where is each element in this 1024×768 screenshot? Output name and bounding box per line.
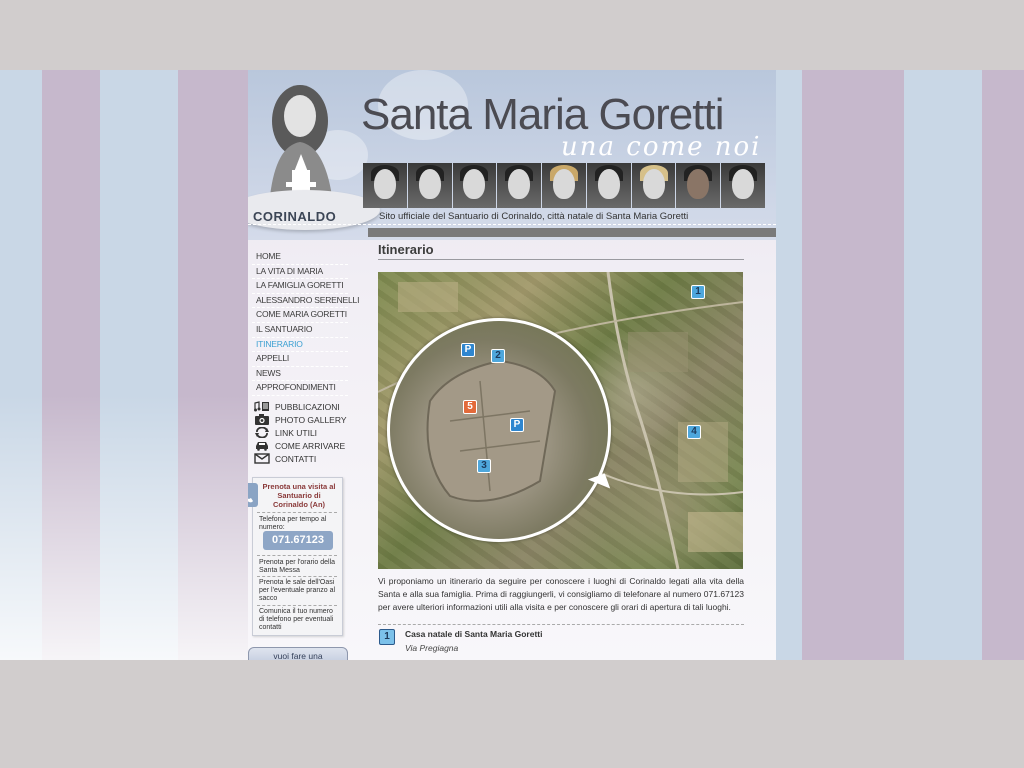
- prenota-text-oasi: Prenota le sale dell'Oasi per l'eventuale pranzo al sacco: [259, 579, 336, 602]
- itinerary-item-address: Via Pregiagna: [405, 643, 459, 653]
- nav-item-la-vita-di-maria[interactable]: LA VITA DI MARIA: [252, 265, 348, 280]
- prenota-divider: [257, 576, 337, 577]
- map-marker-3[interactable]: 3: [477, 459, 491, 473]
- map-marker-5[interactable]: 5: [463, 400, 477, 414]
- itinerary-item-number: 1: [379, 629, 395, 645]
- site-title: Santa Maria Goretti: [361, 90, 724, 139]
- util-label: CONTATTI: [275, 453, 317, 464]
- nav-item-news[interactable]: NEWS: [252, 367, 348, 382]
- car-icon: [254, 440, 270, 451]
- site-header: [248, 70, 776, 240]
- nav-item-alessandro-serenelli[interactable]: ALESSANDRO SERENELLI: [252, 294, 348, 309]
- bg-stripe: [776, 70, 790, 660]
- face-photo: [721, 163, 765, 208]
- content-divider: [378, 624, 744, 625]
- parking-marker[interactable]: P: [461, 343, 475, 357]
- face-photo: [676, 163, 720, 208]
- map-marker-1[interactable]: 1: [691, 285, 705, 299]
- saint-portrait-icon: [256, 76, 346, 206]
- page-container: [248, 70, 776, 660]
- face-photo: [632, 163, 676, 208]
- site-logo[interactable]: CORINALDO: [253, 209, 337, 224]
- site-subtitle: una come noi: [561, 132, 762, 162]
- util-link-utili[interactable]: [254, 426, 354, 439]
- nav-item-appelli[interactable]: APPELLI: [252, 352, 348, 367]
- vuoi-fare-button[interactable]: vuoi fare una: [248, 647, 348, 660]
- music-book-icon: [254, 401, 270, 412]
- prenota-divider: [257, 605, 337, 606]
- itinerary-item-title: Casa natale di Santa Maria Goretti: [405, 629, 543, 639]
- prenota-text-contatti: Comunica il tuo numero di telefono per eventuali contatti: [259, 608, 334, 631]
- util-label: COME ARRIVARE: [275, 440, 346, 451]
- nav-item-itinerario[interactable]: ITINERARIO: [252, 338, 348, 353]
- nav-item-come-maria-goretti[interactable]: COME MARIA GORETTI: [252, 308, 348, 323]
- site-background: [0, 70, 1024, 660]
- util-contatti[interactable]: [254, 452, 354, 465]
- map-marker-4[interactable]: 4: [687, 425, 701, 439]
- refresh-arrows-icon: [254, 427, 270, 438]
- map-marker-2[interactable]: 2: [491, 349, 505, 363]
- face-photo: [453, 163, 497, 208]
- prenota-phone-label: Telefona per tempo al numero:: [259, 516, 327, 531]
- intro-paragraph: Vi proponiamo un itinerario da seguire per conoscere i luoghi di Corinaldo legati alla vita della Santa e alla sua famiglia. Prima di raggiungerli, vi consigliamo di telefonare al numero 071.67123 per avere ulteriori informazioni utili alla visita e per conoscere gli orari di apertura di tali luoghi.: [378, 576, 744, 612]
- camera-icon: [254, 414, 270, 425]
- bg-stripe: [802, 70, 904, 660]
- page-title: Itinerario: [378, 242, 744, 260]
- utility-links: [254, 400, 354, 465]
- faces-banner: [363, 163, 766, 208]
- envelope-icon: [254, 453, 270, 464]
- main-nav: [252, 250, 360, 396]
- util-pubblicazioni[interactable]: [254, 400, 354, 413]
- header-bar: [368, 228, 776, 237]
- header-divider: [248, 224, 776, 225]
- phone-icon: [248, 483, 258, 507]
- face-photo: [587, 163, 631, 208]
- util-label: PHOTO GALLERY: [275, 414, 347, 425]
- parking-marker[interactable]: P: [510, 418, 524, 432]
- face-photo: [542, 163, 586, 208]
- nav-item-approfondimenti[interactable]: APPROFONDIMENTI: [252, 381, 348, 396]
- prenota-heading: Prenota una visita al Santuario di Corinaldo (An): [262, 482, 336, 509]
- main-content: [378, 242, 744, 653]
- itinerary-map: [378, 272, 743, 569]
- prenota-phone-number: 071.67123: [263, 531, 333, 550]
- prenota-text-messa: Prenota per l'orario della Santa Messa: [259, 559, 336, 574]
- face-photo: [408, 163, 452, 208]
- bg-stripe: [790, 70, 802, 660]
- prenota-box: [252, 477, 343, 636]
- nav-item-home[interactable]: HOME: [252, 250, 348, 265]
- nav-item-la-famiglia-goretti[interactable]: LA FAMIGLIA GORETTI: [252, 279, 348, 294]
- face-photo: [363, 163, 407, 208]
- util-photo-gallery[interactable]: [254, 413, 354, 426]
- site-tagline: Sito ufficiale del Santuario di Corinaldo, città natale di Santa Maria Goretti: [379, 211, 689, 222]
- nav-item-il-santuario[interactable]: IL SANTUARIO: [252, 323, 348, 338]
- prenota-divider: [257, 555, 337, 556]
- face-photo: [497, 163, 541, 208]
- util-come-arrivare[interactable]: [254, 439, 354, 452]
- bg-stripe: [904, 70, 982, 660]
- util-label: LINK UTILI: [275, 427, 318, 438]
- prenota-divider: [257, 512, 337, 513]
- bg-stripe: [982, 70, 1024, 660]
- util-label: PUBBLICAZIONI: [275, 401, 340, 412]
